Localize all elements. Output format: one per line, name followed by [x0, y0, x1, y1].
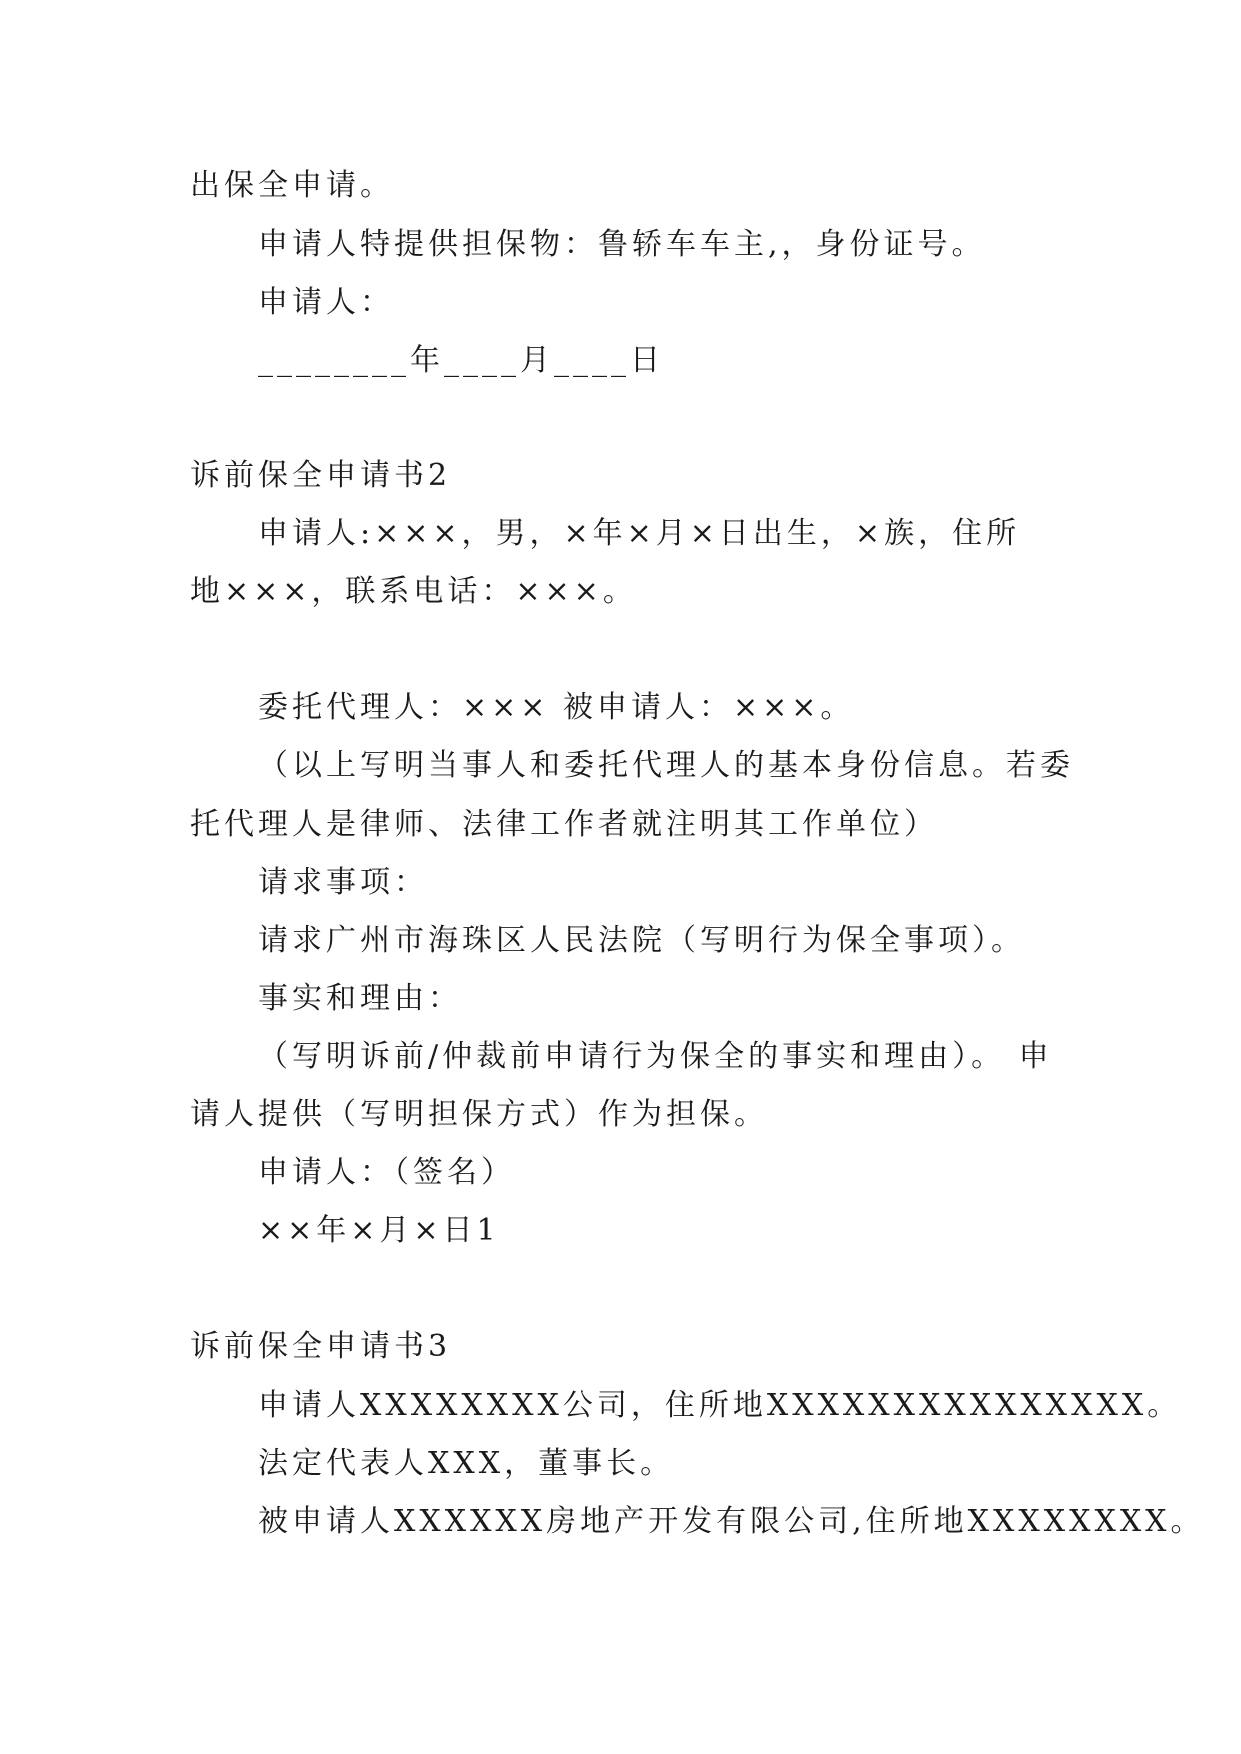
date-line: ××年×月×日1 [258, 1213, 500, 1248]
text-line: （以上写明当事人和委托代理人的基本身份信息。若委 [258, 748, 1074, 783]
text-line: 出保全申请。 [190, 168, 394, 203]
section-title: 诉前保全申请书3 [190, 1329, 452, 1364]
text-line: 申请人： [258, 285, 394, 320]
text-line: 请人提供（写明担保方式）作为担保。 [190, 1097, 768, 1132]
text-line: （写明诉前/仲裁前申请行为保全的事实和理由）。 申 [258, 1039, 1053, 1074]
date-line: ________年____月____日 [258, 343, 664, 378]
section-title: 诉前保全申请书2 [190, 458, 452, 493]
text-line: 请求事项： [258, 865, 428, 900]
text-line: 申请人：（签名） [258, 1155, 515, 1190]
text-line: 法定代表人XXX，董事长。 [258, 1446, 675, 1481]
text-line: 申请人XXXXXXXX公司，住所地XXXXXXXXXXXXXXX。 [258, 1388, 1182, 1423]
text-line: 申请人:×××，男，×年×月×日出生，×族，住所 [258, 516, 1021, 551]
text-line: 地×××，联系电话：×××。 [190, 574, 637, 609]
text-line: 请求广州市海珠区人民法院（写明行为保全事项）。 [258, 923, 1025, 958]
text-line: 被申请人XXXXXX房地产开发有限公司,住所地XXXXXXXX。 [258, 1504, 1205, 1539]
text-line: 申请人特提供担保物：鲁轿车车主,，身份证号。 [258, 227, 986, 262]
text-line: 委托代理人：××× 被申请人：×××。 [258, 690, 855, 725]
text-line: 托代理人是律师、法律工作者就注明其工作单位） [190, 807, 938, 842]
text-line: 事实和理由： [258, 981, 462, 1016]
